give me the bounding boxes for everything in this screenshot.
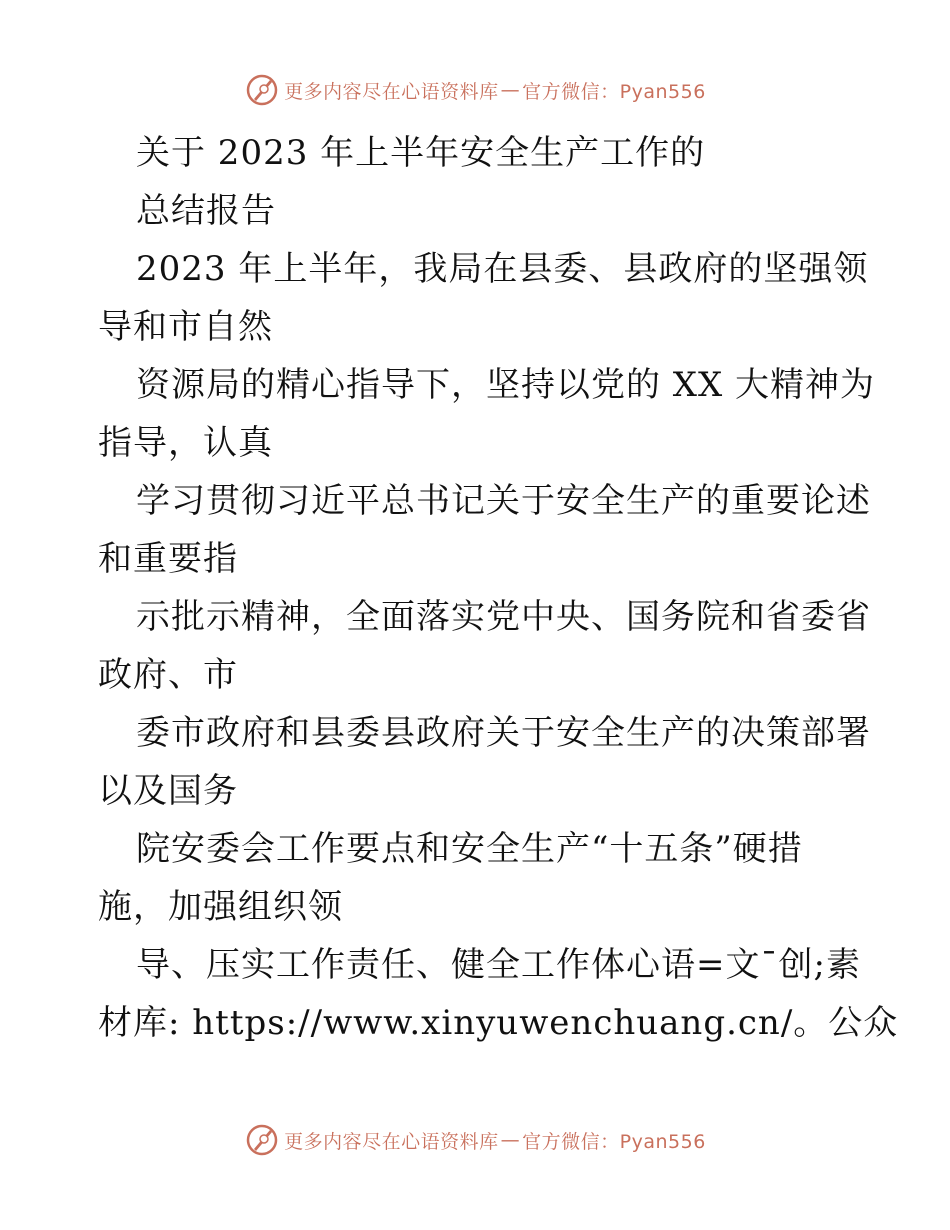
paragraph-line: 资源局的精心指导下，坚持以党的 XX 大精神为 bbox=[136, 365, 876, 405]
watermark-wechat: 官方微信：Pyan556 bbox=[522, 1130, 706, 1153]
document-body bbox=[98, 124, 899, 1052]
paragraph-line: 2023 年上半年，我局在县委、县政府的坚强领 bbox=[136, 249, 869, 289]
paragraph-line: 以及国务 bbox=[98, 771, 238, 811]
paragraph-line: 导、压实工作责任、健全工作体心语=文¯创;素 bbox=[136, 945, 861, 985]
quill-pen-circle-icon bbox=[244, 1122, 280, 1158]
quill-pen-circle-icon bbox=[244, 72, 280, 108]
watermark-separator: — bbox=[500, 79, 521, 101]
paragraph-line: 指导，认真 bbox=[98, 423, 273, 463]
paragraph-line: 材库: https://www.xinyuwenchuang.cn/。公众 bbox=[98, 1003, 899, 1043]
watermark-wechat: 官方微信：Pyan556 bbox=[522, 80, 706, 103]
footer-watermark bbox=[0, 1122, 950, 1158]
paragraph-line: 委市政府和县委县政府关于安全生产的决策部署 bbox=[136, 713, 871, 753]
title-line-2: 总结报告 bbox=[136, 191, 276, 231]
title-line-1: 关于 2023 年上半年安全生产工作的 bbox=[136, 133, 706, 173]
paragraph-line: 施，加强组织领 bbox=[98, 887, 343, 927]
watermark-text: 更多内容尽在心语资料库 bbox=[284, 80, 499, 103]
paragraph-line: 示批示精神，全面落实党中央、国务院和省委省 bbox=[136, 597, 871, 637]
paragraph-line: 学习贯彻习近平总书记关于安全生产的重要论述 bbox=[136, 481, 871, 521]
paragraph-line: 导和市自然 bbox=[98, 307, 273, 347]
header-watermark bbox=[0, 72, 950, 108]
watermark-separator: — bbox=[500, 1129, 521, 1151]
paragraph-line: 院安委会工作要点和安全生产“十五条”硬措 bbox=[136, 829, 803, 869]
paragraph-line: 和重要指 bbox=[98, 539, 238, 579]
paragraph-line: 政府、市 bbox=[98, 655, 238, 695]
watermark-text: 更多内容尽在心语资料库 bbox=[284, 1130, 499, 1153]
